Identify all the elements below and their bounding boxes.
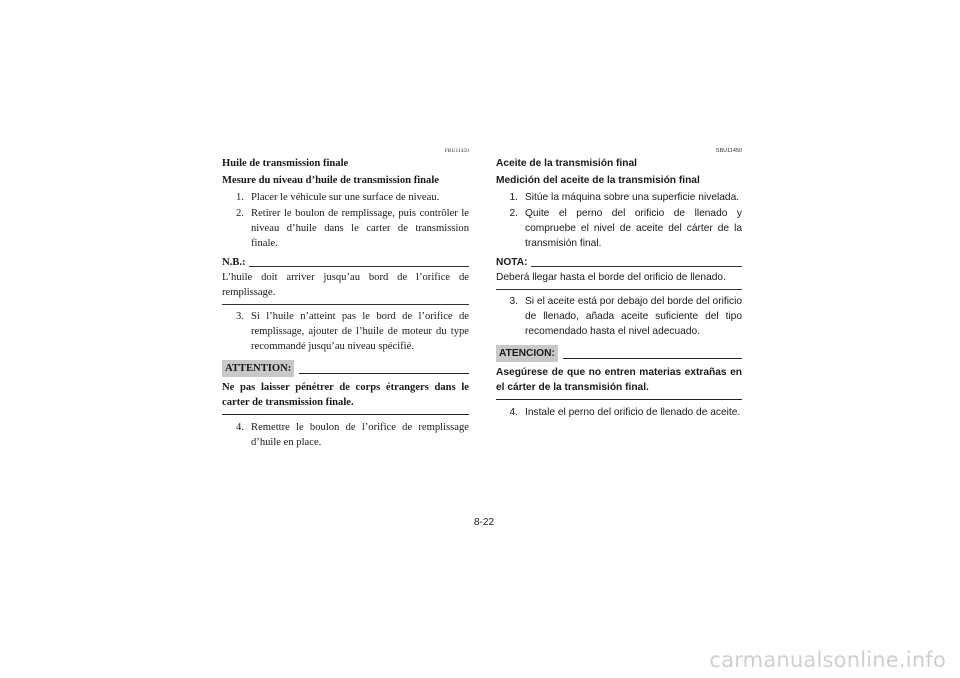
note-label: NOTA:	[496, 257, 528, 268]
list-item: 1. Sitúe la máquina sobre una superficie nivelada.	[509, 192, 740, 203]
divider	[563, 358, 742, 359]
section-code: SBU11450	[715, 148, 742, 154]
note-text: L’huile doit arriver jusqu’au bord de l’orifice de remplissage.	[222, 272, 469, 298]
steps-list	[222, 190, 469, 251]
list-item: 3. Si el aceite está por debajo del borde del orificio de llenado, añada aceite suficiente del tipo recomendado hasta el nivel adecuado.	[509, 296, 742, 337]
list-item: 4. Instale el perno del orificio de llenado de aceite.	[509, 407, 741, 418]
steps-list	[222, 420, 469, 450]
note-label: N.B.:	[222, 257, 246, 268]
divider	[249, 266, 469, 267]
note-box	[222, 255, 469, 305]
section-subtitle: Mesure du niveau d’huile de transmission finale	[222, 175, 440, 186]
list-item: 1. Placer le véhicule sur une surface de niveau.	[236, 192, 440, 203]
warning-label: ATTENTION:	[222, 360, 294, 377]
section-subtitle: Medición del aceite de la transmisión final	[496, 175, 700, 186]
section-title: Huile de transmission finale	[222, 158, 349, 169]
warning-text: Ne pas laisser pénétrer de corps étrangers dans le carter de transmission finale.	[222, 382, 469, 408]
page-number: 8-22	[473, 517, 494, 528]
steps-list	[496, 405, 742, 420]
steps-list	[496, 190, 742, 251]
steps-list	[496, 294, 742, 339]
list-item: 2. Quite el perno del orificio de llenado y compruebe el nivel de aceite del cárter de la transmisión final.	[509, 208, 742, 249]
warning-box	[496, 345, 742, 400]
warning-text: Asegúrese de que no entren materias extrañas en el cárter de la transmisión final.	[496, 367, 742, 393]
section-code: FBU11450	[444, 148, 469, 154]
divider	[299, 373, 469, 374]
watermark: carmanualsonline.info	[709, 648, 946, 672]
warning-box	[222, 360, 469, 415]
list-item: 3. Si l’huile n’atteint pas le bord de l’orifice de remplissage, ajouter de l’huile de moteur du type recommandé jusqu’au niveau spécifié.	[236, 311, 469, 352]
list-item: 2. Retirer le boulon de remplissage, puis contrôler le niveau d’huile dans le carter de transmission finale.	[236, 208, 469, 249]
note-box	[496, 255, 742, 290]
french-column	[222, 148, 469, 451]
list-item: 4. Remettre le boulon de l’orifice de remplissage d’huile en place.	[236, 422, 469, 448]
spanish-column	[496, 148, 742, 421]
divider	[531, 266, 743, 267]
note-text: Deberá llegar hasta el borde del orificio de llenado.	[496, 272, 726, 283]
steps-list	[222, 309, 469, 354]
section-title: Aceite de la transmisión final	[496, 158, 637, 169]
warning-label: ATENCION:	[496, 345, 558, 362]
